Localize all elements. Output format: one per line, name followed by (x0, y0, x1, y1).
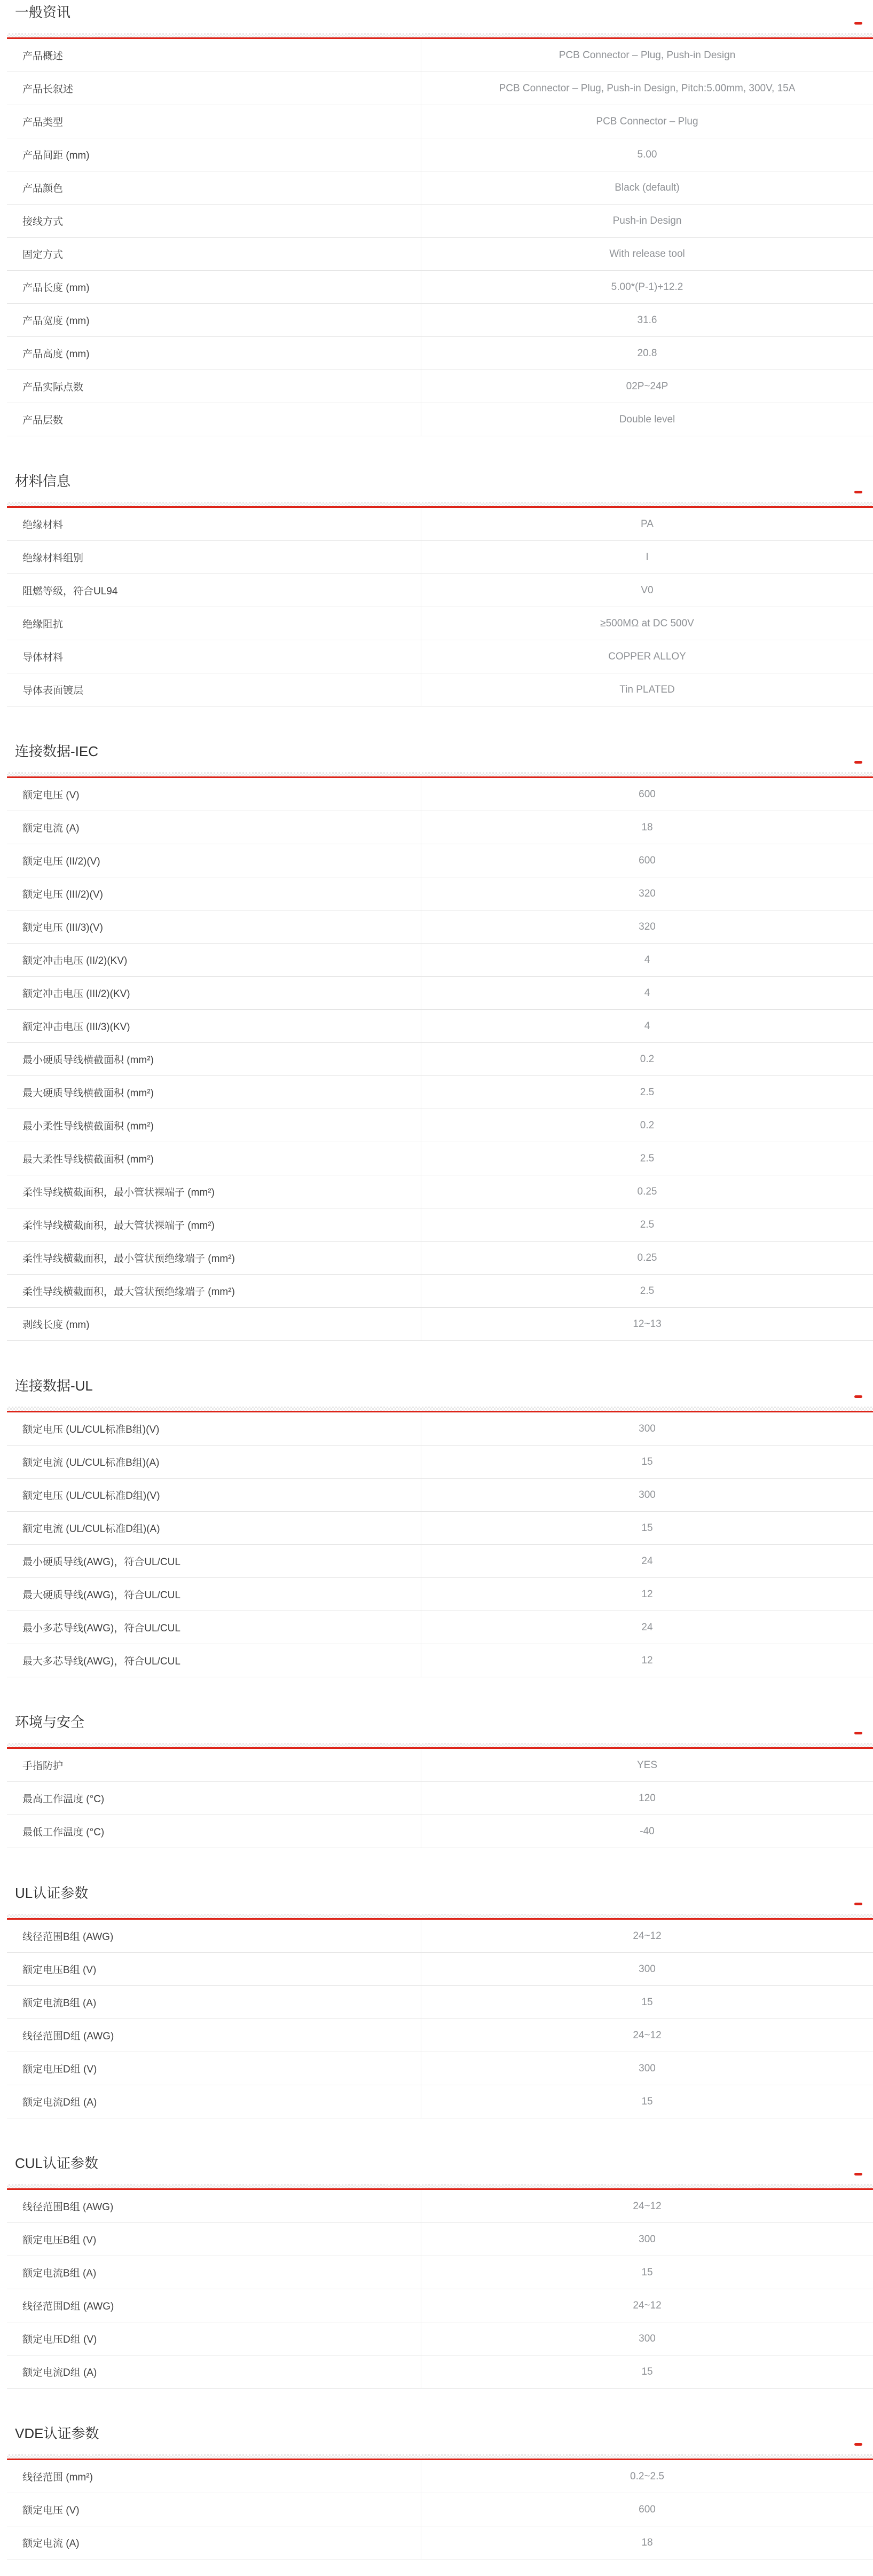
spec-table (7, 39, 873, 436)
table-row (7, 1175, 873, 1208)
table-row (7, 403, 873, 436)
table-row (7, 370, 873, 403)
spec-label: 额定冲击电压 (II/2)(KV) (7, 944, 421, 976)
table-row (7, 2052, 873, 2085)
spec-value: 24 (641, 1621, 653, 1633)
spec-label: 产品类型 (7, 105, 421, 138)
table-row (7, 2085, 873, 2118)
spec-label: 额定电压B组 (V) (7, 1953, 421, 1985)
spec-value: 0.25 (637, 1252, 657, 1263)
spec-value: Double level (619, 413, 675, 425)
spec-table (7, 2460, 873, 2559)
table-row (7, 640, 873, 673)
table-row (7, 1782, 873, 1815)
spec-label: 额定电流 (UL/CUL标准D组)(A) (7, 1512, 421, 1544)
spec-value: 300 (639, 1489, 656, 1501)
spec-value: 2.5 (640, 1219, 655, 1230)
spec-label: 绝缘阻抗 (7, 607, 421, 640)
table-row (7, 1043, 873, 1076)
spec-label: 额定电流B组 (A) (7, 1986, 421, 2019)
spec-label: 额定电压 (II/2)(V) (7, 844, 421, 877)
spec-value: 15 (641, 2366, 653, 2377)
spec-table (7, 1920, 873, 2118)
spec-label: 产品长叙述 (7, 72, 421, 105)
table-row (7, 171, 873, 205)
spec-value: 300 (639, 1423, 656, 1434)
texture-strip (7, 1743, 873, 1747)
table-row (7, 1578, 873, 1611)
spec-label: 额定电流 (A) (7, 811, 421, 844)
table-row (7, 1953, 873, 1986)
spec-value: 0.2 (640, 1053, 655, 1065)
spec-label: 最大柔性导线横截面积 (mm²) (7, 1142, 421, 1175)
spec-label: 阻燃等级，符合UL94 (7, 574, 421, 607)
spec-value: 24~12 (633, 2200, 662, 2212)
texture-strip (7, 1407, 873, 1411)
collapse-minus-icon[interactable] (854, 22, 862, 25)
table-row (7, 1412, 873, 1446)
section-header (7, 1379, 873, 1393)
spec-value: 320 (639, 921, 656, 932)
spec-value: 300 (639, 2062, 656, 2074)
table-row (7, 1986, 873, 2019)
table-row (7, 1308, 873, 1341)
spec-value: 0.2~2.5 (630, 2470, 664, 2482)
spec-label: 柔性导线横截面积，最大管状预绝缘端子 (mm²) (7, 1275, 421, 1307)
table-row (7, 1242, 873, 1275)
table-row (7, 1479, 873, 1512)
collapse-minus-icon[interactable] (854, 491, 862, 493)
collapse-minus-icon[interactable] (854, 2173, 862, 2176)
spec-value: ≥500MΩ at DC 500V (600, 617, 694, 629)
spec-value: Black (default) (615, 182, 680, 193)
spec-value: 12 (641, 1588, 653, 1600)
spec-label: 额定电压D组 (V) (7, 2322, 421, 2355)
table-row (7, 1109, 873, 1142)
table-row (7, 977, 873, 1010)
spec-label: 产品高度 (mm) (7, 337, 421, 370)
spec-label: 额定电流 (UL/CUL标准B组)(A) (7, 1446, 421, 1478)
spec-value: COPPER ALLOY (608, 650, 686, 662)
spec-section (7, 2426, 873, 2559)
table-row (7, 2355, 873, 2389)
spec-section (7, 1379, 873, 1677)
spec-value: Tin PLATED (619, 684, 675, 695)
spec-value: 24 (641, 1555, 653, 1567)
section-title: 环境与安全 (15, 1714, 85, 1730)
table-row (7, 2256, 873, 2289)
spec-label: 产品概述 (7, 39, 421, 72)
spec-label: 额定冲击电压 (III/3)(KV) (7, 1010, 421, 1042)
spec-label: 导体表面镀层 (7, 673, 421, 706)
spec-label: 最大硬质导线(AWG)，符合UL/CUL (7, 1578, 421, 1611)
spec-value: 5.00*(P-1)+12.2 (611, 281, 683, 293)
spec-label: 产品颜色 (7, 171, 421, 204)
spec-label: 额定电流D组 (A) (7, 2355, 421, 2388)
spec-value: 300 (639, 1963, 656, 1975)
table-row (7, 673, 873, 706)
spec-value: 0.25 (637, 1185, 657, 1197)
table-row (7, 1749, 873, 1782)
spec-value: 31.6 (637, 314, 657, 326)
table-row (7, 574, 873, 607)
spec-value: V0 (641, 584, 654, 596)
spec-value: 2.5 (640, 1152, 655, 1164)
spec-label: 接线方式 (7, 205, 421, 237)
spec-value: PCB Connector – Plug (596, 115, 698, 127)
table-row (7, 2019, 873, 2052)
spec-value: YES (636, 1759, 658, 1771)
spec-value: With release tool (609, 248, 685, 260)
section-title: 一般资讯 (15, 4, 71, 20)
spec-label: 最小硬质导线横截面积 (mm²) (7, 1043, 421, 1075)
spec-label: 固定方式 (7, 238, 421, 270)
spec-label: 线径范围 (mm²) (7, 2460, 421, 2493)
spec-table (7, 2190, 873, 2389)
table-row (7, 1076, 873, 1109)
table-row (7, 1611, 873, 1644)
table-row (7, 271, 873, 304)
spec-label: 产品宽度 (mm) (7, 304, 421, 336)
table-row (7, 844, 873, 877)
spec-label: 线径范围B组 (AWG) (7, 2190, 421, 2222)
table-row (7, 2190, 873, 2223)
spec-label: 额定电压 (UL/CUL标准D组)(V) (7, 1479, 421, 1511)
spec-label: 柔性导线横截面积，最大管状裸端子 (mm²) (7, 1208, 421, 1241)
collapse-minus-icon[interactable] (854, 1903, 862, 1905)
table-row (7, 1644, 873, 1677)
texture-strip (7, 772, 873, 776)
spec-value: 4 (644, 954, 650, 965)
spec-table (7, 508, 873, 706)
table-row (7, 1010, 873, 1043)
spec-label: 产品层数 (7, 403, 421, 436)
spec-label: 最低工作温度 (°C) (7, 1815, 421, 1848)
spec-section (7, 5, 873, 436)
spec-label: 额定电流D组 (A) (7, 2085, 421, 2118)
table-row (7, 39, 873, 72)
spec-label: 额定电压D组 (V) (7, 2052, 421, 2085)
spec-value: 300 (639, 2233, 656, 2245)
spec-value: 5.00 (637, 148, 657, 160)
section-header (7, 2156, 873, 2171)
spec-section (7, 2156, 873, 2389)
spec-value: 12 (641, 1654, 653, 1666)
spec-label: 最小柔性导线横截面积 (mm²) (7, 1109, 421, 1142)
spec-value: 4 (644, 987, 650, 999)
spec-label: 额定电压 (UL/CUL标准B组)(V) (7, 1412, 421, 1445)
spec-label: 线径范围B组 (AWG) (7, 1920, 421, 1952)
spec-label: 额定电压 (V) (7, 2493, 421, 2526)
table-row (7, 138, 873, 171)
table-row (7, 105, 873, 138)
spec-label: 最高工作温度 (°C) (7, 1782, 421, 1815)
table-row (7, 1208, 873, 1242)
table-row (7, 778, 873, 811)
table-row (7, 2223, 873, 2256)
spec-value: 0.2 (640, 1119, 655, 1131)
spec-value: PCB Connector – Plug, Push-in Design (559, 49, 736, 61)
spec-label: 额定冲击电压 (III/2)(KV) (7, 977, 421, 1009)
table-row (7, 508, 873, 541)
spec-label: 绝缘材料 (7, 508, 421, 540)
texture-strip (7, 2454, 873, 2459)
spec-value: 15 (641, 1456, 653, 1467)
table-row (7, 205, 873, 238)
spec-value: 15 (641, 2266, 653, 2278)
spec-label: 额定电压B组 (V) (7, 2223, 421, 2256)
spec-label: 手指防护 (7, 1749, 421, 1781)
texture-strip (7, 2184, 873, 2188)
table-row (7, 811, 873, 844)
spec-label: 绝缘材料组别 (7, 541, 421, 574)
section-title: 连接数据-IEC (15, 743, 99, 759)
spec-value: Push-in Design (612, 215, 682, 226)
spec-label: 线径范围D组 (AWG) (7, 2019, 421, 2052)
table-row (7, 1545, 873, 1578)
collapse-minus-icon[interactable] (854, 2443, 862, 2446)
table-row (7, 607, 873, 640)
spec-value: 320 (639, 888, 656, 899)
spec-label: 额定电流 (A) (7, 2526, 421, 2559)
spec-label: 产品实际点数 (7, 370, 421, 403)
section-title: VDE认证参数 (15, 2425, 99, 2441)
table-row (7, 2493, 873, 2526)
table-row (7, 1142, 873, 1175)
table-row (7, 2460, 873, 2493)
spec-value: 15 (641, 1522, 653, 1534)
texture-strip (7, 1914, 873, 1918)
spec-value: 18 (641, 2536, 653, 2548)
spec-label: 导体材料 (7, 640, 421, 673)
spec-table (7, 778, 873, 1341)
texture-strip (7, 33, 873, 37)
spec-label: 额定电压 (III/2)(V) (7, 877, 421, 910)
spec-value: 600 (639, 788, 656, 800)
section-title: UL认证参数 (15, 1885, 89, 1901)
section-header (7, 1886, 873, 1900)
collapse-minus-icon[interactable] (854, 761, 862, 764)
section-header (7, 5, 873, 20)
spec-value: 300 (639, 2332, 656, 2344)
spec-label: 额定电压 (V) (7, 778, 421, 811)
table-row (7, 944, 873, 977)
spec-table (7, 1412, 873, 1677)
table-row (7, 1815, 873, 1848)
spec-value: 20.8 (637, 347, 657, 359)
spec-value: 2.5 (640, 1285, 655, 1297)
table-row (7, 910, 873, 944)
spec-value: 02P~24P (626, 380, 668, 392)
spec-label: 最小多芯导线(AWG)，符合UL/CUL (7, 1611, 421, 1644)
collapse-minus-icon[interactable] (854, 1732, 862, 1734)
spec-value: I (646, 551, 649, 563)
spec-value: 2.5 (640, 1086, 655, 1098)
section-title: CUL认证参数 (15, 2155, 99, 2171)
table-row (7, 2289, 873, 2322)
table-row (7, 304, 873, 337)
spec-value: 600 (639, 854, 656, 866)
spec-label: 剥线长度 (mm) (7, 1308, 421, 1340)
table-row (7, 1446, 873, 1479)
table-row (7, 541, 873, 574)
texture-strip (7, 502, 873, 506)
spec-section (7, 1886, 873, 2118)
spec-label: 柔性导线横截面积，最小管状裸端子 (mm²) (7, 1175, 421, 1208)
spec-value: PA (641, 518, 654, 530)
section-header (7, 2426, 873, 2441)
spec-label: 最大硬质导线横截面积 (mm²) (7, 1076, 421, 1109)
collapse-minus-icon[interactable] (854, 1395, 862, 1398)
spec-value: 15 (641, 1996, 653, 2008)
spec-section (7, 744, 873, 1341)
spec-label: 最大多芯导线(AWG)，符合UL/CUL (7, 1644, 421, 1677)
spec-value: PCB Connector – Plug, Push-in Design, Pitch:5.00mm, 300V, 15A (499, 82, 796, 94)
spec-value: 600 (639, 2503, 656, 2515)
spec-table (7, 1749, 873, 1848)
spec-value: 120 (639, 1792, 656, 1804)
spec-value: 24~12 (633, 2299, 662, 2311)
spec-label: 柔性导线横截面积，最小管状预绝缘端子 (mm²) (7, 1242, 421, 1274)
spec-label: 额定电压 (III/3)(V) (7, 910, 421, 943)
table-row (7, 238, 873, 271)
spec-label: 额定电流B组 (A) (7, 2256, 421, 2289)
spec-label: 产品长度 (mm) (7, 271, 421, 303)
section-header (7, 1715, 873, 1730)
table-row (7, 337, 873, 370)
spec-value: 24~12 (633, 1930, 662, 1942)
spec-section (7, 1715, 873, 1848)
table-row (7, 877, 873, 910)
table-row (7, 1275, 873, 1308)
table-row (7, 72, 873, 105)
table-row (7, 1512, 873, 1545)
spec-value: 4 (644, 1020, 650, 1032)
section-title: 连接数据-UL (15, 1378, 93, 1394)
spec-label: 产品间距 (mm) (7, 138, 421, 171)
spec-value: 18 (641, 821, 653, 833)
spec-value: 12~13 (633, 1318, 662, 1330)
spec-label: 线径范围D组 (AWG) (7, 2289, 421, 2322)
spec-section (7, 474, 873, 706)
spec-value: -40 (640, 1825, 655, 1837)
section-header (7, 744, 873, 759)
table-row (7, 2526, 873, 2559)
section-title: 材料信息 (15, 473, 71, 489)
table-row (7, 1920, 873, 1953)
spec-value: 24~12 (633, 2029, 662, 2041)
spec-value: 15 (641, 2095, 653, 2107)
spec-label: 最小硬质导线(AWG)，符合UL/CUL (7, 1545, 421, 1577)
table-row (7, 2322, 873, 2355)
section-header (7, 474, 873, 489)
